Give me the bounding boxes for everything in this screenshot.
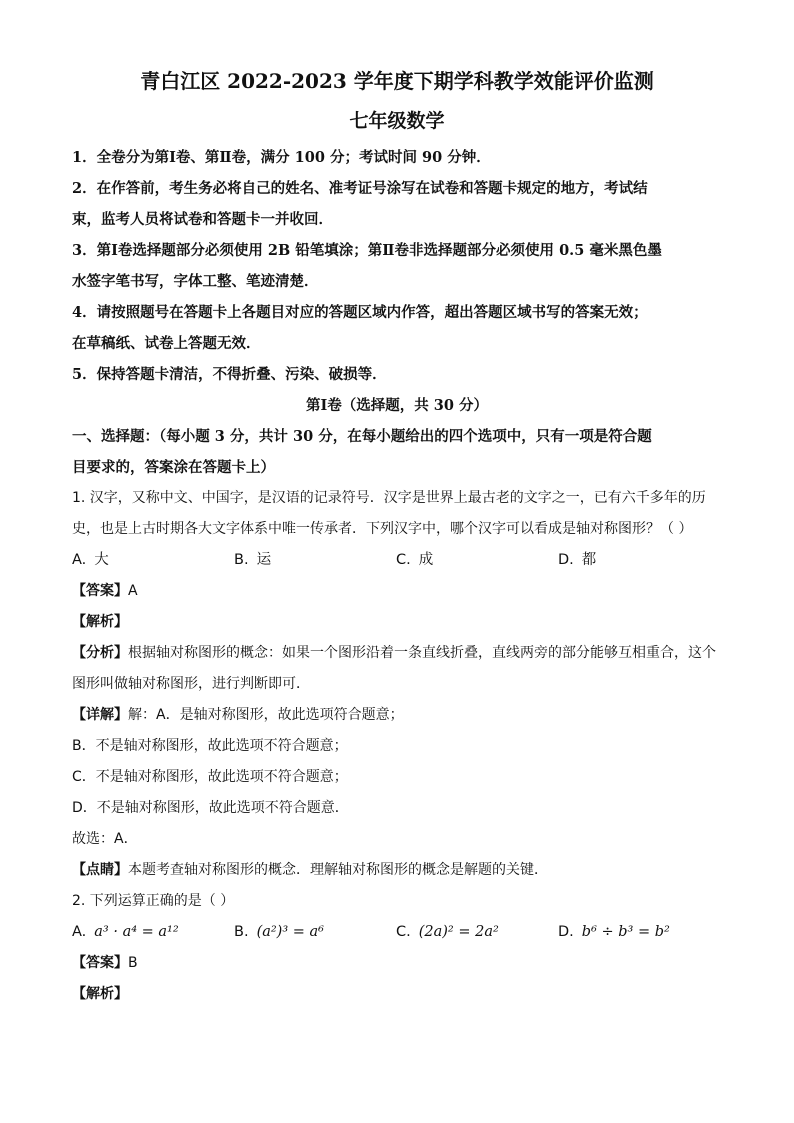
option-letter: C. xyxy=(396,924,411,940)
note-3-cont: 水签字笔书写，字体工整、笔迹清楚． xyxy=(72,273,319,290)
q1-point xyxy=(72,855,722,886)
q1-fenxi-cont: 图形叫做轴对称图形，进行判断即可． xyxy=(72,676,310,692)
option-text: 运 xyxy=(256,552,272,568)
q2-answer xyxy=(72,948,722,979)
option-text: 大 xyxy=(94,552,109,568)
option-text: 成 xyxy=(418,552,434,568)
q1-option-a xyxy=(72,545,234,576)
option-formula: b⁶ ÷ b³ = b² xyxy=(581,924,670,940)
detail-tag: 【详解】 xyxy=(72,707,128,723)
q1-detail-d: D．不是轴对称图形，故此选项不符合题意． xyxy=(72,800,349,816)
q1-answer xyxy=(72,576,722,607)
note-5: 5．保持答题卡清洁，不得折叠、污染、破损等． xyxy=(72,366,387,383)
q2-option-a xyxy=(72,917,234,948)
q2-option-d xyxy=(558,917,720,948)
option-letter: B. xyxy=(234,924,249,940)
q2-stem: 2. 下列运算正确的是（ ） xyxy=(72,893,235,909)
q1-fenxi xyxy=(72,638,722,669)
note-4-cont: 在草稿纸、试卷上答题无效． xyxy=(72,335,261,352)
fenxi-text: 根据轴对称图形的概念：如果一个图形沿着一条直线折叠，直线两旁的部分能够互相重合，这个 xyxy=(128,645,716,661)
q1-detail xyxy=(72,700,722,731)
section-heading: 第Ⅰ卷（选择题，共 30 分） xyxy=(305,397,489,414)
point-text: 本题考查轴对称图形的概念．理解轴对称图形的概念是解题的关键． xyxy=(128,862,548,878)
option-formula: (2a)² = 2a² xyxy=(418,924,499,940)
section-intro-cont: 目要求的，答案涂在答题卡上） xyxy=(72,459,275,476)
option-letter: D. xyxy=(558,552,574,568)
analysis-tag: 【解析】 xyxy=(72,614,128,630)
point-tag: 【点睛】 xyxy=(72,862,128,878)
page-title: 青白江区 2022-2023 学年度下期学科教学效能评价监测 xyxy=(140,69,654,93)
section-intro: 一、选择题：（每小题 3 分，共计 30 分，在每小题给出的四个选项中，只有一项是符合题 xyxy=(72,428,652,445)
option-formula: (a²)³ = a⁶ xyxy=(256,924,324,940)
note-4: 4．请按照题号在答题卡上各题目对应的答题区域内作答，超出答题区域书写的答案无效； xyxy=(72,304,648,321)
note-1: 1．全卷分为第Ⅰ卷、第Ⅱ卷，满分 100 分；考试时间 90 分钟． xyxy=(72,149,491,166)
q1-stem-cont: 史，也是上古时期各大文字体系中唯一传承者．下列汉字中，哪个汉字可以看成是轴对称图形？（ ） xyxy=(72,521,693,537)
option-formula: a³ · a⁴ = a¹² xyxy=(94,924,179,940)
q2-analysis xyxy=(72,979,722,1010)
q1-detail-b: B．不是轴对称图形，故此选项不符合题意； xyxy=(72,738,348,754)
question-2 xyxy=(72,886,722,1010)
q1-option-c xyxy=(396,545,558,576)
option-text: 都 xyxy=(581,552,597,568)
instructions xyxy=(72,142,722,390)
answer-value: A xyxy=(128,583,138,599)
q1-analysis xyxy=(72,607,722,638)
answer-tag: 【答案】 xyxy=(72,955,128,971)
option-letter: A. xyxy=(72,924,87,940)
exam-page xyxy=(72,66,722,1010)
q1-options xyxy=(72,545,722,576)
answer-tag: 【答案】 xyxy=(72,583,128,599)
question-1 xyxy=(72,483,722,886)
q1-detail-c: C．不是轴对称图形，故此选项不符合题意； xyxy=(72,769,348,785)
note-3: 3．第Ⅰ卷选择题部分必须使用 2B 铅笔填涂；第Ⅱ卷非选择题部分必须使用 0.5 毫米黑色墨 xyxy=(72,242,662,259)
detail-text: 解：A．是轴对称图形，故此选项符合题意； xyxy=(128,707,404,723)
q2-option-c xyxy=(396,917,558,948)
q1-choose: 故选：A． xyxy=(72,831,138,847)
q2-option-b xyxy=(234,917,396,948)
q1-option-b xyxy=(234,545,396,576)
option-letter: C. xyxy=(396,552,411,568)
q1-option-d xyxy=(558,545,720,576)
analysis-tag: 【解析】 xyxy=(72,986,128,1002)
answer-value: B xyxy=(128,955,138,971)
note-2-cont: 束，监考人员将试卷和答题卡一并收回． xyxy=(72,211,333,228)
q1-stem: 1. 汉字，又称中文、中国字，是汉语的记录符号．汉字是世界上最古老的文字之一，已有六千多年的历 xyxy=(72,490,706,506)
option-letter: D. xyxy=(558,924,574,940)
page-subtitle: 七年级数学 xyxy=(349,110,445,132)
note-2: 2．在作答前，考生务必将自己的姓名、准考证号涂写在试卷和答题卡规定的地方，考试结 xyxy=(72,180,648,197)
fenxi-tag: 【分析】 xyxy=(72,645,128,661)
option-letter: A. xyxy=(72,552,87,568)
option-letter: B. xyxy=(234,552,249,568)
q2-options xyxy=(72,917,722,948)
